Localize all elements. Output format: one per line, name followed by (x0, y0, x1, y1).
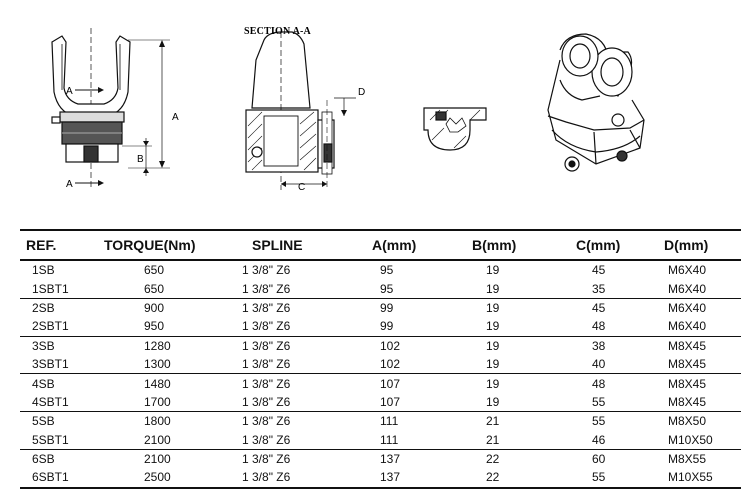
cell-spline: 1 3/8" Z6 (242, 394, 291, 409)
cell-torque: 650 (144, 281, 165, 296)
cell-torque: 900 (100, 298, 230, 317)
cell-ref: 2SBT1 (32, 319, 69, 334)
cell-c: 46 (592, 432, 606, 447)
table-row (20, 393, 741, 412)
cell-a: 95 (362, 260, 452, 279)
header-torque: TORQUE(Nm) (100, 230, 230, 260)
table-row (20, 336, 741, 355)
table-row (20, 317, 741, 336)
cell-b: 19 (452, 260, 562, 279)
cell-a: 95 (380, 281, 394, 296)
cell-c: 48 (562, 374, 664, 393)
cell-c: 45 (562, 298, 664, 317)
cell-a: 107 (362, 374, 452, 393)
cell-d: M6X40 (668, 281, 707, 296)
cell-ref: 3SB (20, 336, 100, 355)
cell-a: 102 (362, 336, 452, 355)
cell-a: 99 (380, 319, 394, 334)
cell-a: 111 (362, 412, 452, 431)
dim-label-b: B (137, 154, 144, 165)
cell-ref: 4SBT1 (32, 394, 69, 409)
cell-a: 99 (362, 298, 452, 317)
cell-ref: 2SB (20, 298, 100, 317)
cell-spline: 1 3/8" Z6 (230, 412, 362, 431)
cell-ref: 3SBT1 (32, 357, 69, 372)
cell-torque: 1280 (100, 336, 230, 355)
cell-d: M8X55 (664, 449, 741, 468)
dim-label-a: A (172, 112, 179, 123)
cell-c: 35 (592, 281, 606, 296)
cell-d: M10X50 (668, 432, 713, 447)
cell-ref: 4SB (20, 374, 100, 393)
cell-b: 21 (452, 412, 562, 431)
cell-c: 45 (562, 260, 664, 279)
cell-d: M8X45 (664, 336, 741, 355)
cell-d: M10X55 (664, 468, 741, 487)
isometric-yoke-drawing (548, 34, 644, 171)
cell-ref: 1SB (20, 260, 100, 279)
cell-b: 19 (486, 394, 500, 409)
cell-ref: 6SB (20, 449, 100, 468)
cell-spline: 1 3/8" Z6 (230, 449, 362, 468)
cell-d: M8X45 (668, 394, 707, 409)
header-a: A(mm) (362, 230, 452, 260)
cell-a: 102 (380, 357, 401, 372)
front-view-drawing (52, 28, 170, 190)
cell-spline: 1 3/8" Z6 (242, 319, 291, 334)
cell-spline: 1 3/8" Z6 (230, 260, 362, 279)
header-c: C(mm) (562, 230, 664, 260)
cell-c: 55 (592, 394, 606, 409)
technical-drawings (0, 0, 683, 225)
cell-torque: 2500 (100, 468, 230, 487)
cell-ref: 5SBT1 (32, 432, 69, 447)
cell-b: 22 (452, 468, 562, 487)
cell-torque: 2100 (144, 432, 171, 447)
table-row (20, 374, 741, 393)
cell-a: 137 (362, 449, 452, 468)
cell-d: M8X45 (664, 374, 741, 393)
cell-d: M6X40 (668, 319, 707, 334)
cell-b: 21 (486, 432, 500, 447)
cell-c: 38 (562, 336, 664, 355)
cell-torque: 1480 (100, 374, 230, 393)
cell-spline: 1 3/8" Z6 (230, 336, 362, 355)
header-ref: REF. (20, 230, 100, 260)
cell-ref: 6SBT1 (20, 468, 100, 487)
cell-b: 19 (486, 281, 500, 296)
cell-b: 19 (452, 374, 562, 393)
cell-b: 19 (486, 357, 500, 372)
cell-torque: 1700 (144, 394, 171, 409)
cell-torque: 1300 (144, 357, 171, 372)
cell-b: 19 (452, 336, 562, 355)
dim-label-d: D (358, 87, 366, 98)
cell-ref: 1SBT1 (32, 281, 69, 296)
cell-ref: 5SB (20, 412, 100, 431)
table-row (20, 355, 741, 374)
table-row (20, 431, 741, 450)
header-b: B(mm) (452, 230, 562, 260)
table-row (20, 279, 741, 298)
cell-d: M8X45 (668, 357, 707, 372)
table-header-row (20, 230, 741, 260)
cell-a: 137 (362, 468, 452, 487)
cell-spline: 1 3/8" Z6 (242, 281, 291, 296)
table-row (20, 412, 741, 431)
header-d: D(mm) (664, 230, 741, 260)
cell-c: 48 (592, 319, 606, 334)
cell-torque: 650 (100, 260, 230, 279)
cell-torque: 950 (144, 319, 165, 334)
cell-spline: 1 3/8" Z6 (230, 298, 362, 317)
dim-label-c: C (298, 182, 306, 193)
dim-label-a-top: A (66, 86, 73, 97)
cell-spline: 1 3/8" Z6 (242, 357, 291, 372)
cell-c: 55 (562, 468, 664, 487)
cell-b: 19 (486, 319, 500, 334)
cell-d: M6X40 (664, 260, 741, 279)
table-row (20, 260, 741, 279)
cell-a: 111 (380, 432, 399, 447)
cell-torque: 1800 (100, 412, 230, 431)
cell-a: 107 (380, 394, 401, 409)
cell-c: 60 (562, 449, 664, 468)
table-row (20, 468, 741, 487)
cell-c: 55 (562, 412, 664, 431)
section-view-drawing (246, 32, 356, 190)
cell-b: 19 (452, 298, 562, 317)
cell-d: M6X40 (664, 298, 741, 317)
table-row (20, 298, 741, 317)
spline-section-drawing (424, 108, 486, 150)
cell-d: M8X50 (664, 412, 741, 431)
specification-table (20, 229, 741, 489)
cell-spline: 1 3/8" Z6 (230, 374, 362, 393)
cell-b: 22 (452, 449, 562, 468)
dim-label-a-bottom: A (66, 179, 73, 190)
cell-torque: 2100 (100, 449, 230, 468)
header-spline: SPLINE (230, 230, 362, 260)
section-label: SECTION A-A (244, 26, 311, 37)
cell-spline: 1 3/8" Z6 (230, 468, 362, 487)
table-row (20, 449, 741, 468)
cell-c: 40 (592, 357, 606, 372)
cell-spline: 1 3/8" Z6 (242, 432, 291, 447)
